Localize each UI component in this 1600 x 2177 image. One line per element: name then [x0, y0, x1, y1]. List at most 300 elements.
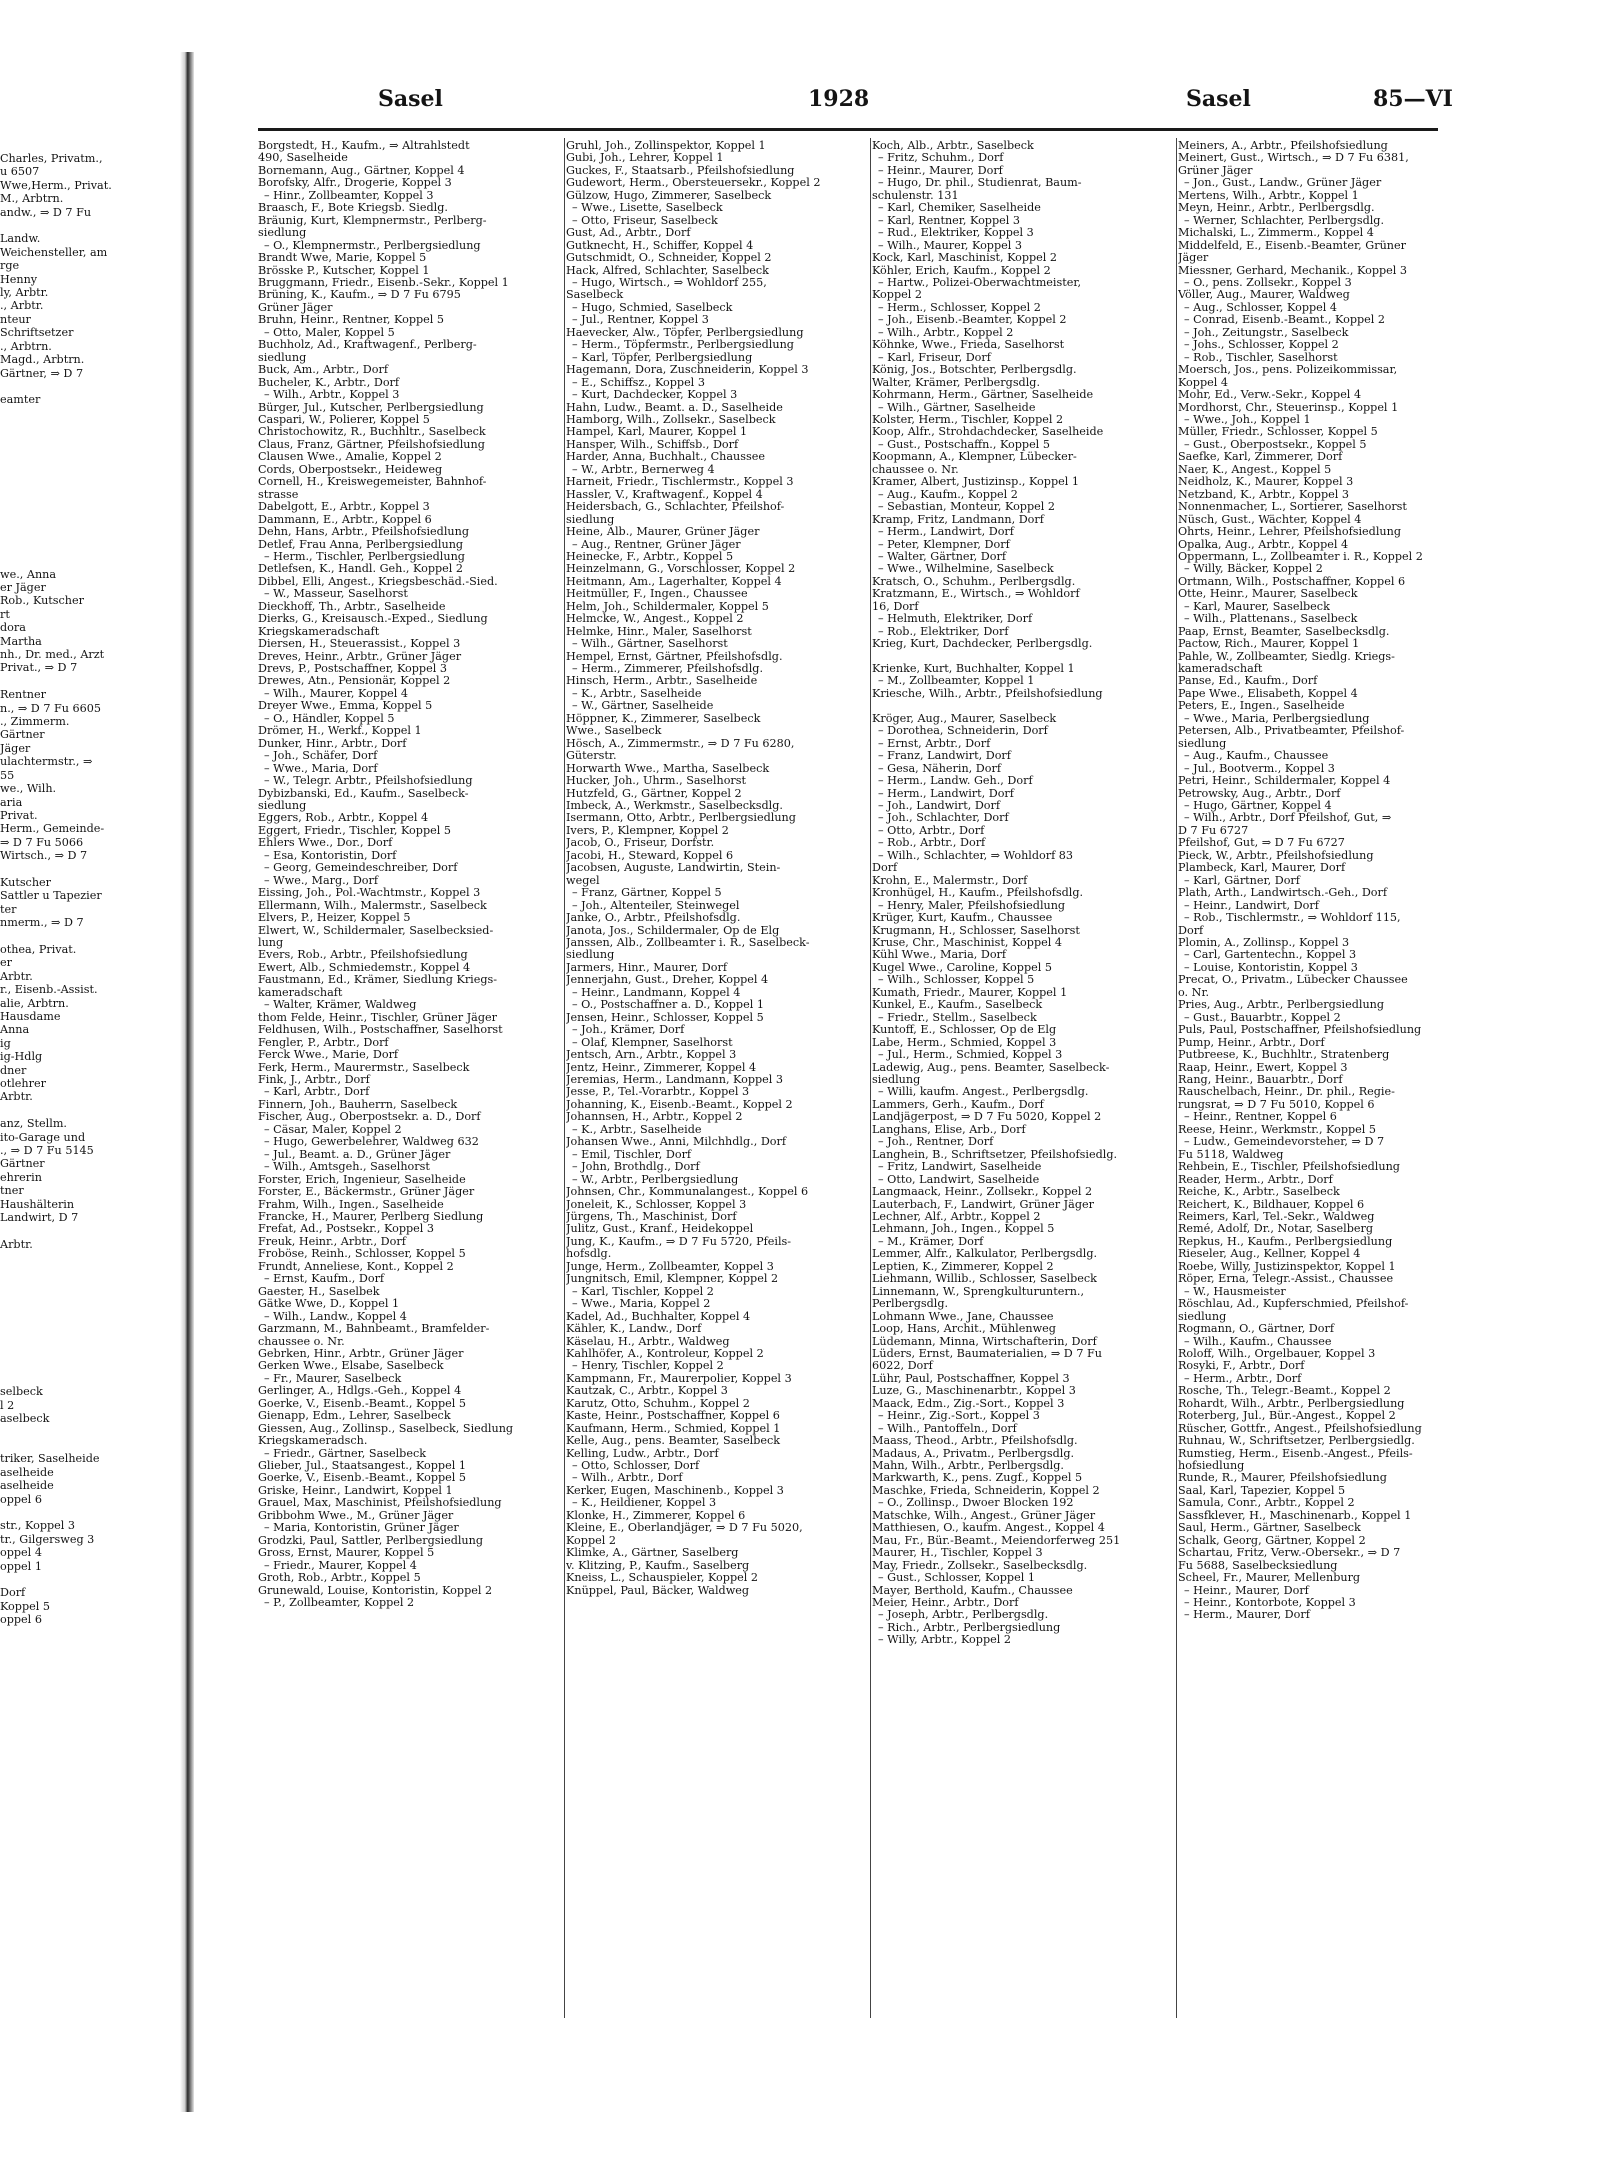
- header-place-left: Sasel: [378, 86, 443, 112]
- directory-entry-line: – Rob., Tischlermstr., ⇒ Wohldorf 115,: [1184, 912, 1401, 925]
- directory-entry-line: Kelle, Aug., pens. Beamter, Saselbeck: [566, 1435, 781, 1448]
- directory-entry-line: Pries, Aug., Arbtr., Perlbergsiedlung: [1178, 999, 1385, 1012]
- page-header: [198, 80, 1534, 120]
- directory-entry-line: – Gust., Bauarbtr., Koppel 2: [1184, 1011, 1341, 1024]
- directory-entry-line: Haevecker, Alw., Töpfer, Perlbergsiedlung: [566, 326, 804, 339]
- directory-entry-line: Maschke, Frieda, Schneiderin, Koppel 2: [872, 1484, 1100, 1497]
- directory-entry-line: Claus, Franz, Gärtner, Pfeilshofsiedlung: [258, 438, 485, 451]
- directory-entry-line: Faustmann, Ed., Krämer, Siedlung Kriegs-: [258, 974, 498, 987]
- left-page-line: [0, 541, 180, 554]
- directory-entry-line: Jarmers, Hinr., Maurer, Dorf: [566, 961, 727, 974]
- directory-entry-line: Gust, Ad., Arbtr., Dorf: [566, 227, 691, 240]
- directory-entry-line: – Jul., Rentner, Koppel 3: [572, 314, 709, 327]
- directory-entry-line: – Herm., Zimmerer, Pfeilshofsdlg.: [572, 663, 764, 676]
- directory-entry-line: Hampel, Karl, Maurer, Koppel 1: [566, 426, 748, 439]
- left-page-line: [0, 219, 180, 232]
- directory-entry-line: – Wilh., Landw., Koppel 4: [264, 1310, 407, 1323]
- left-page-line: ig: [0, 1036, 11, 1050]
- left-page-line: Arbtr.: [0, 1090, 33, 1104]
- directory-entry-line: Kahlhöfer, A., Kontroleur, Koppel 2: [566, 1347, 764, 1360]
- directory-entry-line: siedlung: [566, 513, 615, 526]
- directory-entry-line: Buchholz, Ad., Kraftwagenf., Perlberg-: [258, 339, 477, 352]
- directory-entry-line: Kröger, Aug., Maurer, Saselbeck: [872, 712, 1057, 725]
- directory-entry-line: – Wilh., Gärtner, Saselhorst: [572, 638, 728, 651]
- directory-entry-line: – Otto, Friseur, Saselbeck: [572, 214, 718, 227]
- directory-entry-line: Lauterbach, F., Landwirt, Grüner Jäger: [872, 1198, 1094, 1211]
- directory-entry-line: Krienke, Kurt, Buchhalter, Koppel 1: [872, 663, 1075, 676]
- directory-entry-line: – Franz, Landwirt, Dorf: [878, 750, 1011, 763]
- directory-entry-line: Harneit, Friedr., Tischlermstr., Koppel 3: [566, 476, 794, 489]
- directory-entry-line: Rüscher, Gottfr., Angest., Pfeilshofsiedlung: [1178, 1422, 1422, 1435]
- directory-entry-line: Kadel, Ad., Buchhalter, Koppel 4: [566, 1310, 751, 1323]
- left-page-line: Gärtner: [0, 728, 45, 742]
- directory-entry-line: Frefat, Ad., Postsekr., Koppel 3: [258, 1223, 435, 1236]
- directory-entry-line: Mayer, Berthold, Kaufm., Chaussee: [872, 1584, 1073, 1597]
- left-page-line: [0, 1251, 180, 1264]
- directory-entry-line: Gubi, Joh., Lehrer, Koppel 1: [566, 152, 724, 165]
- directory-entry-line: Runde, R., Maurer, Pfeilshofsiedlung: [1178, 1472, 1387, 1485]
- directory-entry-line: Frundt, Anneliese, Kont., Koppel 2: [258, 1260, 454, 1273]
- directory-entry-line: Ortmann, Wilh., Postschaffner, Koppel 6: [1178, 575, 1406, 588]
- scan-border-right: [1544, 0, 1600, 2177]
- directory-entry-line: – Herm., Töpfermstr., Perlbergsiedlung: [572, 339, 794, 352]
- directory-entry-line: Raap, Heinr., Ewert, Koppel 3: [1178, 1061, 1348, 1074]
- left-page-line: aria: [0, 795, 23, 809]
- directory-entry-line: chaussee o. Nr.: [258, 1335, 345, 1348]
- directory-entry-line: – Wilh., Plattenans., Saselbeck: [1184, 613, 1358, 626]
- left-page-line: [0, 675, 180, 688]
- directory-entry-line: Maack, Edm., Zig.-Sort., Koppel 3: [872, 1397, 1065, 1410]
- directory-entry-line: Hempel, Ernst, Gärtner, Pfeilshofsdlg.: [566, 650, 783, 663]
- directory-entry-line: – Hugo, Schmied, Saselbeck: [572, 301, 733, 314]
- directory-entry-line: – Herm., Landw. Geh., Dorf: [878, 775, 1033, 788]
- directory-entry-line: Joneleit, K., Schlosser, Koppel 3: [566, 1198, 747, 1211]
- directory-entry-line: Gienapp, Edm., Lehrer, Saselbeck: [258, 1410, 451, 1423]
- directory-entry-line: – Wwe., Marg., Dorf: [264, 874, 379, 887]
- left-page-line: Martha: [0, 634, 42, 648]
- left-page-column: [0, 152, 180, 1627]
- directory-entry-line: – Wilh., Arbtr., Koppel 3: [264, 389, 400, 402]
- directory-entry-line: – Jul., Bootverm., Koppel 3: [1184, 762, 1335, 775]
- directory-entry-line: Hassler, V., Kraftwagenf., Koppel 4: [566, 488, 763, 501]
- directory-entry-line: Eissing, Joh., Pol.-Wachtmstr., Koppel 3: [258, 887, 481, 900]
- directory-entry-line: – Walter, Gärtner, Dorf: [878, 550, 1006, 563]
- directory-entry-line: lung: [258, 937, 284, 949]
- left-page-line: Sattler u Tapezier: [0, 889, 102, 903]
- directory-entry-line: – Jon., Gust., Landw., Grüner Jäger: [1184, 177, 1382, 190]
- directory-entry-line: Langhans, Elise, Arb., Dorf: [872, 1123, 1026, 1136]
- directory-entry-line: Saefke, Karl, Zimmerer, Dorf: [1178, 451, 1343, 464]
- left-page-fragment: [0, 52, 180, 2112]
- directory-entry-line: Müller, Friedr., Schlosser, Koppel 5: [1178, 426, 1378, 439]
- directory-entry-line: Dybizbanski, Ed., Kaufm., Saselbeck-: [258, 787, 469, 800]
- directory-entry-line: – Hugo, Gewerbelehrer, Waldweg 632: [264, 1136, 479, 1149]
- directory-entry-line: – W., Telegr. Arbtr., Pfeilshofsiedlung: [264, 775, 473, 788]
- directory-entry-line: Knüppel, Paul, Bäcker, Waldweg: [566, 1584, 750, 1597]
- directory-entry-line: – Otto, Arbtr., Dorf: [878, 824, 985, 837]
- directory-entry-line: Rauschelbach, Heinr., Dr. phil., Regie-: [1178, 1086, 1395, 1099]
- directory-page: [198, 58, 1534, 2108]
- left-page-line: Landw.: [0, 232, 41, 246]
- directory-entry-line: Kuntoff, E., Schlosser, Op de Elg: [872, 1024, 1057, 1037]
- left-page-line: l 2: [0, 1398, 15, 1412]
- directory-entry-line: Fischer, Aug., Oberpostsekr. a. D., Dorf: [258, 1111, 481, 1124]
- directory-entry-line: Hucker, Joh., Uhrm., Saselhorst: [566, 775, 747, 788]
- left-page-line: oppel 6: [0, 1492, 42, 1506]
- directory-entry-line: – Wwe., Joh., Koppel 1: [1184, 413, 1311, 426]
- directory-entry-line: Kratsch, O., Schuhm., Perlbergsdlg.: [872, 575, 1076, 588]
- directory-entry-line: – Maria, Kontoristin, Grüner Jäger: [264, 1522, 459, 1535]
- directory-entry-line: Gutschmidt, O., Schneider, Koppel 2: [566, 252, 772, 265]
- directory-entry-line: 490, Saselheide: [258, 152, 348, 165]
- directory-entry-line: Linnemann, W., Sprengkulturuntern.,: [872, 1285, 1085, 1298]
- directory-entry-line: Petersen, Alb., Privatbeamter, Pfeilshof-: [1178, 725, 1405, 738]
- left-page-line: ulachtermstr., ⇒: [0, 755, 93, 769]
- directory-entry-line: Nüsch, Gust., Wächter, Koppel 4: [1178, 513, 1362, 526]
- left-page-line: [0, 863, 180, 876]
- directory-entry-line: Saal, Karl, Tapezier, Koppel 5: [1178, 1484, 1346, 1497]
- directory-entry-line: Kaste, Heinr., Postschaffner, Koppel 6: [566, 1410, 780, 1423]
- directory-entry-line: Brandt Wwe, Marie, Koppel 5: [258, 252, 427, 265]
- directory-entry-line: – Cäsar, Maler, Koppel 2: [264, 1123, 402, 1136]
- directory-entry-line: Heine, Alb., Maurer, Grüner Jäger: [566, 526, 760, 539]
- directory-entry-line: Dierks, G., Kreisausch.-Exped., Siedlung: [258, 613, 488, 626]
- directory-entry-line: Panse, Ed., Kaufm., Dorf: [1178, 675, 1318, 688]
- directory-entry-line: 16, Dorf: [872, 600, 919, 613]
- directory-entry-line: siedlung: [258, 227, 307, 240]
- left-page-line: andw., ⇒ D 7 Fu: [0, 205, 92, 219]
- directory-entry-line: Harder, Anna, Buchhalt., Chaussee: [566, 451, 765, 464]
- directory-entry-line: Fu 5688, Saselbecksiedlung: [1178, 1559, 1338, 1572]
- left-page-line: [0, 1372, 180, 1385]
- directory-entry-line: – Rich., Arbtr., Perlbergsiedlung: [878, 1621, 1061, 1634]
- directory-entry-line: Eggert, Friedr., Tischler, Koppel 5: [258, 824, 451, 837]
- left-page-line: dora: [0, 621, 26, 635]
- directory-entry-line: Christochowitz, R., Buchhltr., Saselbeck: [258, 426, 486, 439]
- directory-entry-line: Kramp, Fritz, Landmann, Dorf: [872, 513, 1044, 526]
- left-page-line: [0, 514, 180, 527]
- directory-entry-line: Hagemann, Dora, Zuschneiderin, Koppel 3: [566, 364, 809, 377]
- directory-entry-line: Paap, Ernst, Beamter, Saselbecksdlg.: [1178, 625, 1390, 638]
- directory-entry-line: – Willy, Arbtr., Koppel 2: [878, 1634, 1011, 1647]
- directory-entry-line: Samula, Conr., Arbtr., Koppel 2: [1178, 1497, 1355, 1510]
- directory-entry-line: – Wilh., Amtsgeh., Saselhorst: [264, 1161, 430, 1174]
- directory-entry-line: Rumstieg, Herm., Eisenb.-Angest., Pfeils-: [1178, 1447, 1413, 1460]
- directory-entry-line: Krieg, Kurt, Dachdecker, Perlbergsdlg.: [872, 638, 1093, 651]
- directory-entry-line: Imbeck, A., Werkmstr., Saselbecksdlg.: [566, 800, 783, 813]
- directory-entry-line: Heinecke, F., Arbtr., Koppel 5: [566, 550, 734, 563]
- directory-entry-line: Petrowsky, Aug., Arbtr., Dorf: [1178, 787, 1341, 800]
- directory-entry-line: Gaester, H., Saselbek: [258, 1285, 380, 1298]
- directory-entry-line: – Joh., Zeitungstr., Saselbeck: [1184, 326, 1349, 339]
- left-page-line: Hausdame: [0, 1010, 61, 1023]
- directory-entry-line: Jungnitsch, Emil, Klempner, Koppel 2: [566, 1273, 779, 1286]
- directory-entry-line: Höppner, K., Zimmerer, Saselbeck: [566, 712, 761, 725]
- directory-entry-line: – Henry, Tischler, Koppel 2: [572, 1360, 724, 1373]
- directory-entry-line: Madaus, A., Privatm., Perlbergsdlg.: [872, 1447, 1075, 1460]
- directory-entry-line: Helm, Joh., Schildermaler, Koppel 5: [566, 600, 769, 613]
- directory-entry-line: Borofsky, Alfr., Drogerie, Koppel 3: [258, 177, 452, 190]
- directory-entry-line: Dammann, E., Arbtr., Koppel 6: [258, 513, 432, 526]
- directory-entry-line: Saul, Herm., Gärtner, Saselbeck: [1178, 1522, 1361, 1535]
- directory-entry-line: Jäger: [1178, 252, 1209, 265]
- directory-entry-line: kameradschaft: [1178, 663, 1263, 676]
- left-page-line: [0, 1359, 180, 1372]
- directory-entry-line: – Wilh., Pantoffeln., Dorf: [878, 1422, 1017, 1435]
- left-page-line: [0, 380, 180, 393]
- directory-entry-line: – Sebastian, Monteur, Koppel 2: [878, 501, 1056, 514]
- directory-entry-line: – Herm., Maurer, Dorf: [1184, 1609, 1310, 1622]
- left-page-line: tner: [0, 1184, 24, 1198]
- directory-entry-line: – Hartw., Polizei-Oberwachtmeister,: [878, 276, 1082, 289]
- directory-entry-line: – Wilh., Schlosser, Koppel 5: [878, 974, 1035, 987]
- directory-entry-line: siedlung: [1178, 737, 1227, 750]
- directory-entry-line: Kunkel, E., Kaufm., Saselbeck: [872, 999, 1043, 1012]
- left-page-line: Schriftsetzer: [0, 326, 74, 340]
- directory-entry-line: Leptien, K., Zimmerer, Koppel 2: [872, 1260, 1054, 1273]
- left-page-line: Arbtr.: [0, 1237, 33, 1251]
- directory-entry-line: Feldhusen, Wilh., Postschaffner, Saselhorst: [258, 1024, 503, 1037]
- directory-entry-line: Fengler, P., Arbtr., Dorf: [258, 1036, 389, 1049]
- directory-entry-line: Guckes, F., Staatsarb., Pfeilshofsiedlung: [566, 164, 795, 177]
- directory-entry-line: – W., Arbtr., Bernerweg 4: [572, 463, 715, 476]
- directory-entry-line: Pahle, W., Zollbeamter, Siedlg. Kriegs-: [1178, 650, 1395, 663]
- directory-entry-line: schulenstr. 131: [872, 189, 959, 202]
- directory-entry-line: – Fritz, Schuhm., Dorf: [878, 152, 1004, 165]
- directory-entry-line: Miessner, Gerhard, Mechanik., Koppel 3: [1178, 264, 1408, 277]
- directory-entry-line: – Hinr., Zollbeamter, Koppel 3: [264, 189, 434, 202]
- directory-entry-line: – Johs., Schlosser, Koppel 2: [1184, 339, 1339, 352]
- left-page-line: ., ⇒ D 7 Fu 5145: [0, 1144, 94, 1158]
- directory-entry-line: Glieber, Jul., Staatsangest., Koppel 1: [258, 1460, 466, 1473]
- left-page-line: Arbtr.: [0, 969, 33, 983]
- left-page-line: ehrerin: [0, 1170, 42, 1184]
- directory-entry-line: – K., Arbtr., Saselheide: [572, 687, 702, 700]
- directory-entry-line: – Aug., Rentner, Grüner Jäger: [572, 538, 741, 551]
- left-page-line: [0, 1439, 180, 1452]
- directory-entry-line: Klimke, A., Gärtner, Saselberg: [566, 1547, 739, 1560]
- directory-entry-line: Opalka, Aug., Arbtr., Koppel 4: [1178, 538, 1349, 551]
- directory-entry-line: – Dorothea, Schneiderin, Dorf: [878, 725, 1048, 738]
- header-year: 1928: [808, 86, 870, 112]
- directory-entry-line: Grauel, Max, Maschinist, Pfeilshofsiedlung: [258, 1497, 502, 1510]
- directory-entry-line: siedlung: [566, 949, 615, 962]
- directory-entry-line: Jacobi, H., Steward, Koppel 6: [566, 849, 734, 862]
- directory-entry-line: Jensen, Heinr., Schlosser, Koppel 5: [566, 1011, 764, 1024]
- left-page-line: oppel 4: [0, 1546, 42, 1560]
- directory-entry-line: – Wilh., Arbtr., Dorf Pfeilshof, Gut, ⇒: [1184, 812, 1392, 825]
- directory-entry-line: Röper, Erna, Telegr.-Assist., Chaussee: [1178, 1273, 1394, 1286]
- directory-entry-line: Markwarth, K., pens. Zugf., Koppel 5: [872, 1472, 1083, 1485]
- left-page-line: [0, 474, 180, 487]
- directory-entry-line: Petri, Heinr., Schildermaler, Koppel 4: [1178, 775, 1391, 788]
- directory-entry-line: Otte, Heinr., Maurer, Saselbeck: [1178, 588, 1358, 601]
- directory-entry-line: – Wilh., Arbtr., Koppel 2: [878, 326, 1014, 339]
- directory-entry-line: – Karl, Tischler, Koppel 2: [572, 1285, 714, 1298]
- left-page-line: Magd., Arbtrn.: [0, 353, 85, 367]
- directory-entry-line: Lühr, Paul, Postschaffner, Koppel 3: [872, 1372, 1070, 1385]
- directory-entry-line: – Aug., Schlosser, Koppel 4: [1184, 301, 1338, 314]
- directory-entry-line: Eggers, Rob., Arbtr., Koppel 4: [258, 812, 429, 825]
- left-page-line: [0, 1506, 180, 1519]
- directory-entry-line: – Gesa, Näherin, Dorf: [878, 762, 1001, 775]
- directory-entry-line: Heitmüller, F., Ingen., Chaussee: [566, 588, 748, 601]
- left-page-line: Wirtsch., ⇒ D 7: [0, 849, 88, 863]
- left-page-line: n., ⇒ D 7 Fu 6605: [0, 701, 101, 715]
- left-page-line: [0, 1345, 180, 1358]
- directory-entry-line: – Karl, Gärtner, Dorf: [1184, 874, 1300, 887]
- directory-entry-line: Kerker, Eugen, Maschinenb., Koppel 3: [566, 1484, 784, 1497]
- directory-entry-line: Jung, K., Kaufm., ⇒ D 7 Fu 5720, Pfeils-: [566, 1235, 792, 1248]
- left-page-line: [0, 1265, 180, 1278]
- directory-entry-line: – Heinr., Maurer, Dorf: [1184, 1584, 1309, 1597]
- directory-entry-line: – E., Schiffsz., Koppel 3: [572, 376, 705, 389]
- left-page-line: ., Arbtr.: [0, 299, 44, 313]
- directory-entry-line: Kolster, Herm., Tischler, Koppel 2: [872, 413, 1064, 426]
- scan-border-top: [0, 0, 1600, 48]
- left-page-line: otlehrer: [0, 1077, 46, 1091]
- directory-entry-line: Repkus, H., Kaufm., Perlbergsiedlung: [1178, 1235, 1393, 1248]
- left-page-line: M., Arbtrn.: [0, 192, 64, 206]
- directory-entry-line: Jentsch, Arn., Arbtr., Koppel 3: [566, 1049, 737, 1062]
- directory-entry-line: Rosyki, F., Arbtr., Dorf: [1178, 1360, 1305, 1373]
- directory-entry-line: Hack, Alfred, Schlachter, Saselbeck: [566, 264, 769, 277]
- directory-entry-line: Lemmer, Alfr., Kalkulator, Perlbergsdlg.: [872, 1248, 1098, 1261]
- directory-entry-line: Braasch, F., Bote Kriegsb. Siedlg.: [258, 202, 448, 215]
- directory-entry-line: v. Klitzing, P., Kaufm., Saselberg: [566, 1559, 750, 1572]
- directory-entry-line: – K., Arbtr., Saselheide: [572, 1123, 702, 1136]
- directory-entry-line: Rieseler, Aug., Kellner, Koppel 4: [1178, 1248, 1361, 1261]
- left-page-line: rt: [0, 607, 10, 621]
- directory-entry-line: Dibbel, Elli, Angest., Kriegsbeschäd.-Sied.: [258, 575, 498, 588]
- directory-entry-line: siedlung: [1178, 1310, 1227, 1323]
- left-page-line: Charles, Privatm.,: [0, 152, 103, 165]
- directory-entry-line: – Karl, Chemiker, Saselheide: [878, 202, 1041, 215]
- directory-entry-line: Mau, Fr., Bür.-Beamt., Meiendorferweg 251: [872, 1534, 1121, 1547]
- directory-entry-line: – K., Heildiener, Koppel 3: [572, 1497, 717, 1510]
- directory-entry-line: – Joh., Landwirt, Dorf: [878, 800, 1001, 813]
- directory-entry-line: Dehn, Hans, Arbtr., Pfeilshofsiedlung: [258, 526, 469, 539]
- directory-entry-line: Kleine, E., Oberlandjäger, ⇒ D 7 Fu 5020,: [566, 1522, 803, 1535]
- directory-entry-line: Bräunig, Kurt, Klempnermstr., Perlberg-: [258, 214, 487, 227]
- directory-entry-line: Mordhorst, Chr., Steuerinsp., Koppel 1: [1178, 401, 1399, 414]
- directory-entry-line: Hansper, Wilh., Schiffsb., Dorf: [566, 438, 739, 451]
- directory-entry-line: – Wwe., Wilhelmine, Saselbeck: [878, 563, 1054, 576]
- directory-entry-line: strasse: [258, 488, 299, 501]
- directory-entry-line: – Joh., Rentner, Dorf: [878, 1136, 994, 1149]
- directory-entry-line: Meiners, A., Arbtr., Pfeilshofsiedlung: [1178, 140, 1388, 152]
- directory-entry-line: Walter, Krämer, Perlbergsdlg.: [872, 376, 1041, 389]
- directory-entry-line: – Georg, Gemeindeschreiber, Dorf: [264, 862, 458, 875]
- directory-entry-line: Koppel 2: [872, 289, 922, 302]
- directory-entry-line: – Rob., Elektriker, Dorf: [878, 625, 1009, 638]
- directory-entry-line: wegel: [566, 874, 600, 887]
- directory-entry-line: Pactow, Rich., Maurer, Koppel 1: [1178, 638, 1360, 651]
- directory-entry-line: Plambeck, Karl, Maurer, Dorf: [1178, 862, 1346, 875]
- directory-entry-line: – Hugo, Dr. phil., Studienrat, Baum-: [878, 177, 1082, 190]
- left-page-line: oppel 1: [0, 1559, 42, 1573]
- directory-entry-line: Forster, Erich, Ingenieur, Saselheide: [258, 1173, 466, 1186]
- directory-entry-line: Johannsen, H., Arbtr., Koppel 2: [566, 1111, 743, 1124]
- directory-entry-line: Güterstr.: [566, 750, 617, 763]
- directory-entry-line: Ivers, P., Klempner, Koppel 2: [566, 824, 729, 837]
- left-page-line: we., Wilh.: [0, 782, 57, 796]
- left-page-line: [0, 501, 180, 514]
- directory-entry-line: – Wilh., Schlachter, ⇒ Wohldorf 83: [878, 849, 1074, 862]
- left-page-line: aselheide: [0, 1465, 54, 1479]
- directory-entry-line: – Willy, Bäcker, Koppel 2: [1184, 563, 1323, 576]
- left-page-line: Landwirt, D 7: [0, 1211, 79, 1225]
- directory-entry-line: Reese, Heinr., Werkmstr., Koppel 5: [1178, 1123, 1377, 1136]
- directory-entry-line: Rogmann, O., Gärtner, Dorf: [1178, 1323, 1335, 1336]
- directory-entry-line: Reader, Herm., Arbtr., Dorf: [1178, 1173, 1333, 1186]
- directory-entry-line: Ellermann, Wilh., Malermstr., Saselbeck: [258, 899, 487, 912]
- directory-entry-line: Detlefsen, K., Handl. Geh., Koppel 2: [258, 563, 464, 576]
- directory-entry-line: – Franz, Gärtner, Koppel 5: [572, 887, 722, 900]
- directory-entry-line: Loop, Hans, Archit., Mühlenweg: [872, 1323, 1056, 1336]
- left-page-line: er: [0, 956, 12, 970]
- directory-entry-line: Meyn, Heinr., Arbtr., Perlbergsdlg.: [1178, 202, 1375, 215]
- left-page-line: aselheide: [0, 1479, 54, 1493]
- left-page-line: Henny: [0, 272, 38, 286]
- directory-entry-line: – Joseph, Arbtr., Perlbergsdlg.: [878, 1609, 1049, 1622]
- left-page-line: er Jäger: [0, 581, 46, 594]
- left-page-line: nteur: [0, 312, 31, 326]
- left-page-line: Kutscher: [0, 875, 51, 889]
- directory-entry-line: Perlbergsdlg.: [872, 1298, 949, 1311]
- directory-entry-line: Ruhnau, W., Schriftsetzer, Perlbergsiedlg.: [1178, 1435, 1415, 1448]
- left-page-line: ., Arbtrn.: [0, 339, 52, 353]
- directory-entry-line: Gerken Wwe., Elsabe, Saselbeck: [258, 1360, 444, 1373]
- directory-entry-line: [872, 700, 1172, 712]
- directory-entry-line: – Jul., Beamt. a. D., Grüner Jäger: [264, 1148, 451, 1161]
- directory-entry-line: Dieckhoff, Th., Arbtr., Saselheide: [258, 600, 446, 613]
- directory-entry-line: Krüger, Kurt, Kaufm., Chaussee: [872, 912, 1053, 925]
- directory-entry-line: – Wilh., Maurer, Koppel 3: [878, 239, 1022, 252]
- directory-entry-line: Koppel 4: [1178, 376, 1228, 389]
- directory-entry-line: Neidholz, K., Maurer, Koppel 3: [1178, 476, 1354, 489]
- directory-entry-line: – Aug., Kaufm., Koppel 2: [878, 488, 1018, 501]
- directory-entry-line: – Herm., Tischler, Perlbergsiedlung: [264, 550, 465, 563]
- directory-entry-line: siedlung: [872, 1073, 921, 1086]
- left-page-line: Dorf: [0, 1586, 26, 1600]
- directory-entry-line: Clausen Wwe., Amalie, Koppel 2: [258, 451, 442, 464]
- directory-entry-line: Nonnenmacher, L., Sortierer, Saselhorst: [1178, 501, 1407, 514]
- directory-entry-line: Precat, O., Privatm., Lübecker Chaussee: [1178, 974, 1408, 987]
- directory-entry-line: – Heinr., Rentner, Koppel 6: [1184, 1111, 1337, 1124]
- directory-entry-line: – Esa, Kontoristin, Dorf: [264, 849, 397, 862]
- directory-entry-line: – W., Hausmeister: [1184, 1285, 1286, 1298]
- directory-entry-line: Kriegskameradschaft: [258, 625, 380, 638]
- directory-entry-line: Moersch, Jos., pens. Polizeikommissar,: [1178, 364, 1398, 377]
- directory-entry-line: Liehmann, Willib., Schlosser, Saselbeck: [872, 1273, 1097, 1286]
- left-page-line: triker, Saselheide: [0, 1452, 100, 1466]
- directory-entry-line: Kneiss, L., Schauspieler, Koppel 2: [566, 1572, 758, 1585]
- directory-entry-line: Maurer, H., Tischler, Koppel 3: [872, 1547, 1043, 1560]
- directory-entry-line: Kaufmann, Herm., Schmied, Koppel 1: [566, 1422, 781, 1435]
- left-page-line: [0, 407, 180, 420]
- left-page-line: othea, Privat.: [0, 942, 77, 956]
- directory-entry-line: Landjägerpost, ⇒ D 7 Fu 5020, Koppel 2: [872, 1111, 1102, 1124]
- column-divider: [1176, 138, 1177, 2018]
- left-page-line: rge: [0, 259, 20, 273]
- left-page-line: [0, 554, 180, 567]
- left-page-line: Rob., Kutscher: [0, 594, 84, 608]
- left-page-line: [0, 434, 180, 447]
- directory-entry-line: – Otto, Schlosser, Dorf: [572, 1460, 700, 1473]
- directory-entry-line: Helmke, Hinr., Maler, Saselhorst: [566, 625, 752, 638]
- directory-entry-line: Matschke, Wilh., Angest., Grüner Jäger: [872, 1509, 1096, 1522]
